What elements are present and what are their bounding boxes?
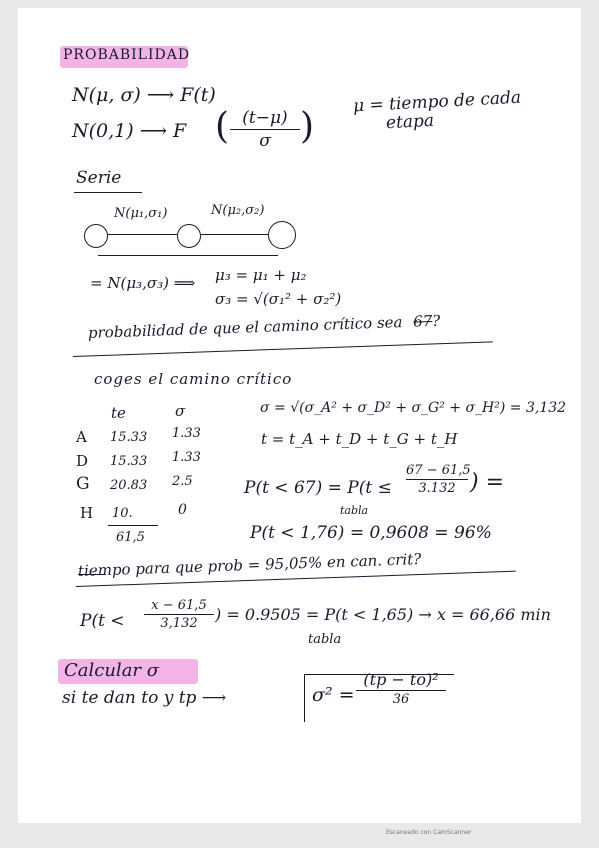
row-sigma: 1.33	[172, 426, 201, 441]
sigma-formula: σ = √(σ_A² + σ_D² + σ_G² + σ_H²) = 3,132	[260, 400, 567, 416]
prob-denominator: 3.132	[418, 481, 456, 496]
row-te: 15.33	[110, 454, 148, 469]
probability-fraction	[406, 463, 471, 496]
edge-2	[200, 234, 268, 235]
node-circle-1	[84, 224, 108, 248]
critical-step: coges el camino crítico	[94, 370, 293, 388]
probability-end: ) =	[470, 470, 505, 495]
serie-underline	[74, 192, 142, 193]
row-label: H	[80, 504, 94, 522]
serie-heading: Serie	[76, 168, 122, 188]
paren-open: (	[215, 106, 230, 147]
row-te: 15.33	[110, 430, 148, 445]
tabla-note-1: tabla	[340, 504, 369, 517]
row-label: A	[76, 428, 87, 446]
critical-question-mark: ?	[431, 311, 441, 330]
mu-note-line2: etapa	[385, 110, 435, 134]
critical-question-text: probabilidad de que el camino crítico sea	[87, 313, 403, 342]
critical-question	[88, 312, 441, 342]
te-total: 61,5	[116, 530, 145, 545]
time-result: ) = 0.9505 = P(t < 1,65) → x = 66,66 min	[215, 605, 551, 624]
node-circle-3	[268, 221, 296, 249]
tabla-note-2: tabla	[308, 632, 342, 647]
row-label: D	[76, 452, 89, 470]
sigma-squared-denominator: 36	[392, 692, 410, 707]
total-line	[108, 525, 158, 526]
time-fraction	[144, 598, 214, 631]
scanner-footer: Escaneado con CamScanner	[386, 829, 472, 836]
page-title: PROBABILIDAD	[63, 47, 191, 63]
calcular-text: si te dan to y tp ⟶	[62, 688, 227, 708]
prob-numerator: 67 − 61,5	[406, 463, 471, 478]
sigma-squared-fraction	[356, 670, 446, 707]
fraction-denominator: σ	[259, 131, 271, 151]
normal-def-line2-left: N(0,1) ⟶ F	[72, 120, 187, 142]
col-te-header: te	[111, 404, 126, 422]
edge-1	[107, 234, 177, 235]
time-numerator: x − 61,5	[151, 598, 207, 613]
mu3-formula: μ₃ = μ₁ + μ₂	[215, 266, 307, 284]
node-circle-2	[177, 224, 201, 248]
critical-question-underline	[73, 341, 493, 357]
t-formula: t = t_A + t_D + t_G + t_H	[261, 430, 458, 448]
fraction-numerator: (t−μ)	[242, 108, 288, 128]
row-sigma: 0	[178, 502, 187, 518]
brace	[98, 255, 278, 256]
sigma-squared-numerator: (tp − to)²	[363, 670, 439, 689]
strikethrough	[78, 574, 106, 575]
calcular-heading: Calcular σ	[64, 660, 160, 681]
sigma3-formula: σ₃ = √(σ₁² + σ₂²)	[215, 290, 342, 308]
time-p-left: P(t <	[80, 611, 125, 631]
node1-label: N(μ₁,σ₁)	[114, 206, 168, 221]
col-sigma-header: σ	[175, 402, 186, 420]
probability-result: P(t < 1,76) = 0,9608 = 96%	[250, 523, 492, 543]
probability-left: P(t < 67) = P(t ≤	[244, 478, 392, 498]
row-te: 10.	[112, 506, 133, 521]
row-sigma: 1.33	[172, 450, 201, 465]
serie-result: = N(μ₃,σ₃) ⟹	[90, 274, 196, 292]
time-question: tiempo para que prob = 95,05% en can. crit?	[77, 550, 422, 580]
node2-label: N(μ₂,σ₂)	[211, 203, 265, 218]
sigma-squared-lhs: σ² =	[312, 684, 355, 706]
normal-def-fraction	[230, 108, 300, 151]
row-sigma: 2.5	[172, 474, 193, 489]
critical-question-value: 67	[412, 311, 433, 331]
normal-def-line1: N(μ, σ) ⟶ F(t)	[72, 84, 216, 106]
time-denominator: 3,132	[160, 616, 198, 631]
paren-close: )	[300, 106, 315, 147]
mu-note-line1: μ = tiempo de cada	[352, 87, 522, 117]
row-te: 20.83	[110, 478, 148, 493]
notebook-page	[18, 8, 581, 823]
row-label: G	[76, 474, 90, 494]
formula-box-top	[304, 674, 454, 675]
